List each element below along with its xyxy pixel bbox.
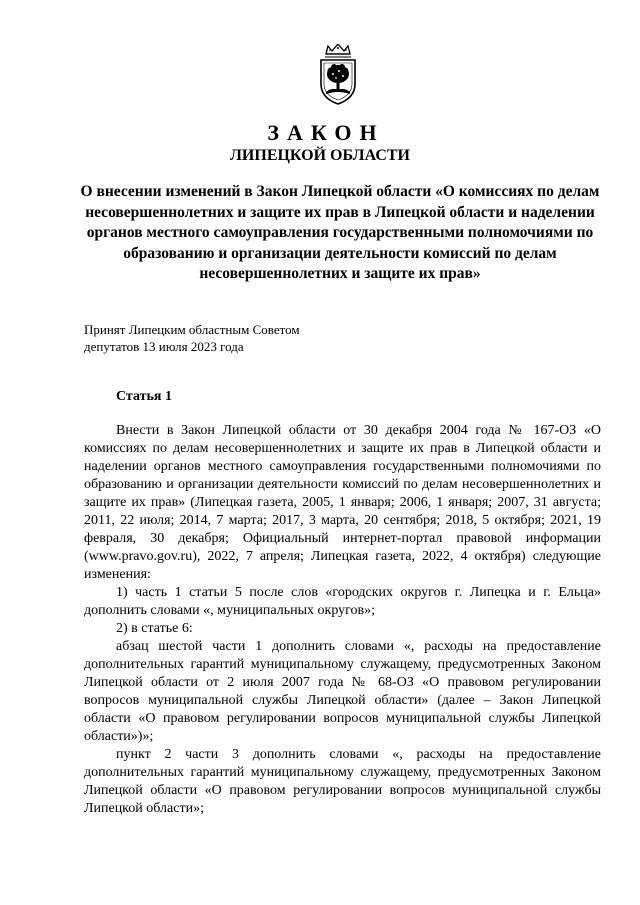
law-title: ЗАКОН — [267, 120, 385, 145]
adoption-note-line: Принят Липецким областным Советом — [84, 322, 300, 337]
law-subject-title: О внесении изменений в Закон Липецкой области «О комиссиях по делам несовершеннолетних и защите их прав в Липецкой области и наделении органов местного самоуправления государственными полномочиями по образованию и организации деятельности комиссий по делам несовершеннолетних и защите их прав» — [80, 183, 600, 282]
adoption-note — [84, 321, 300, 355]
article-body — [84, 422, 601, 818]
paragraph: Внести в Закон Липецкой области от 30 декабря 2004 года № 167-ОЗ «О комиссиях по делам несовершеннолетних и защите их прав в Липецкой области и наделении органов местного самоуправления государственными полномочиями по образованию и организации деятельности комиссий по делам несовершеннолетних и защите их прав» (Липецкая газета, 2005, 1 января; 2006, 1 января; 2007, 31 августа; 2011, 22 июля; 2014, 7 марта; 2017, 3 марта, 20 сентября; 2018, 5 октября; 2021, 19 февраля, 30 декабря; Официальный интернет-портал правовой информации (www.pravo.gov.ru), 2022, 7 апреля; Липецкая газета, 2022, 4 октября) следующие изменения: — [84, 423, 601, 582]
paragraph: 2) в статье 6: — [116, 621, 193, 636]
lipetsk-oblast-coat-of-arms-icon — [316, 44, 360, 106]
paragraph: 1) часть 1 статьи 5 после слов «городских округов г. Липецка и г. Ельца» дополнить словами «, муниципальных округов»; — [84, 585, 601, 618]
paragraph: пункт 2 части 3 дополнить словами «, расходы на предоставление дополнительных гарантий муниципальному служащему, предусмотренных Законом Липецкой области «О правовом регулировании вопросов муниципальной службы Липецкой области»; — [84, 747, 601, 816]
region-title: ЛИПЕЦКОЙ ОБЛАСТИ — [230, 147, 410, 164]
adoption-note-line: депутатов 13 июля 2023 года — [84, 339, 244, 354]
article-heading: Статья 1 — [116, 389, 172, 404]
paragraph: абзац шестой части 1 дополнить словами «, расходы на предоставление дополнительных гарантий муниципальному служащему, предусмотренных Законом Липецкой области от 2 июля 2007 года № 68-ОЗ «О правовом регулировании вопросов муниципальной службы Липецкой области» (далее – Закон Липецкой области «О правовом регулировании вопросов муниципальной службы Липецкой области»)»; — [84, 639, 601, 744]
